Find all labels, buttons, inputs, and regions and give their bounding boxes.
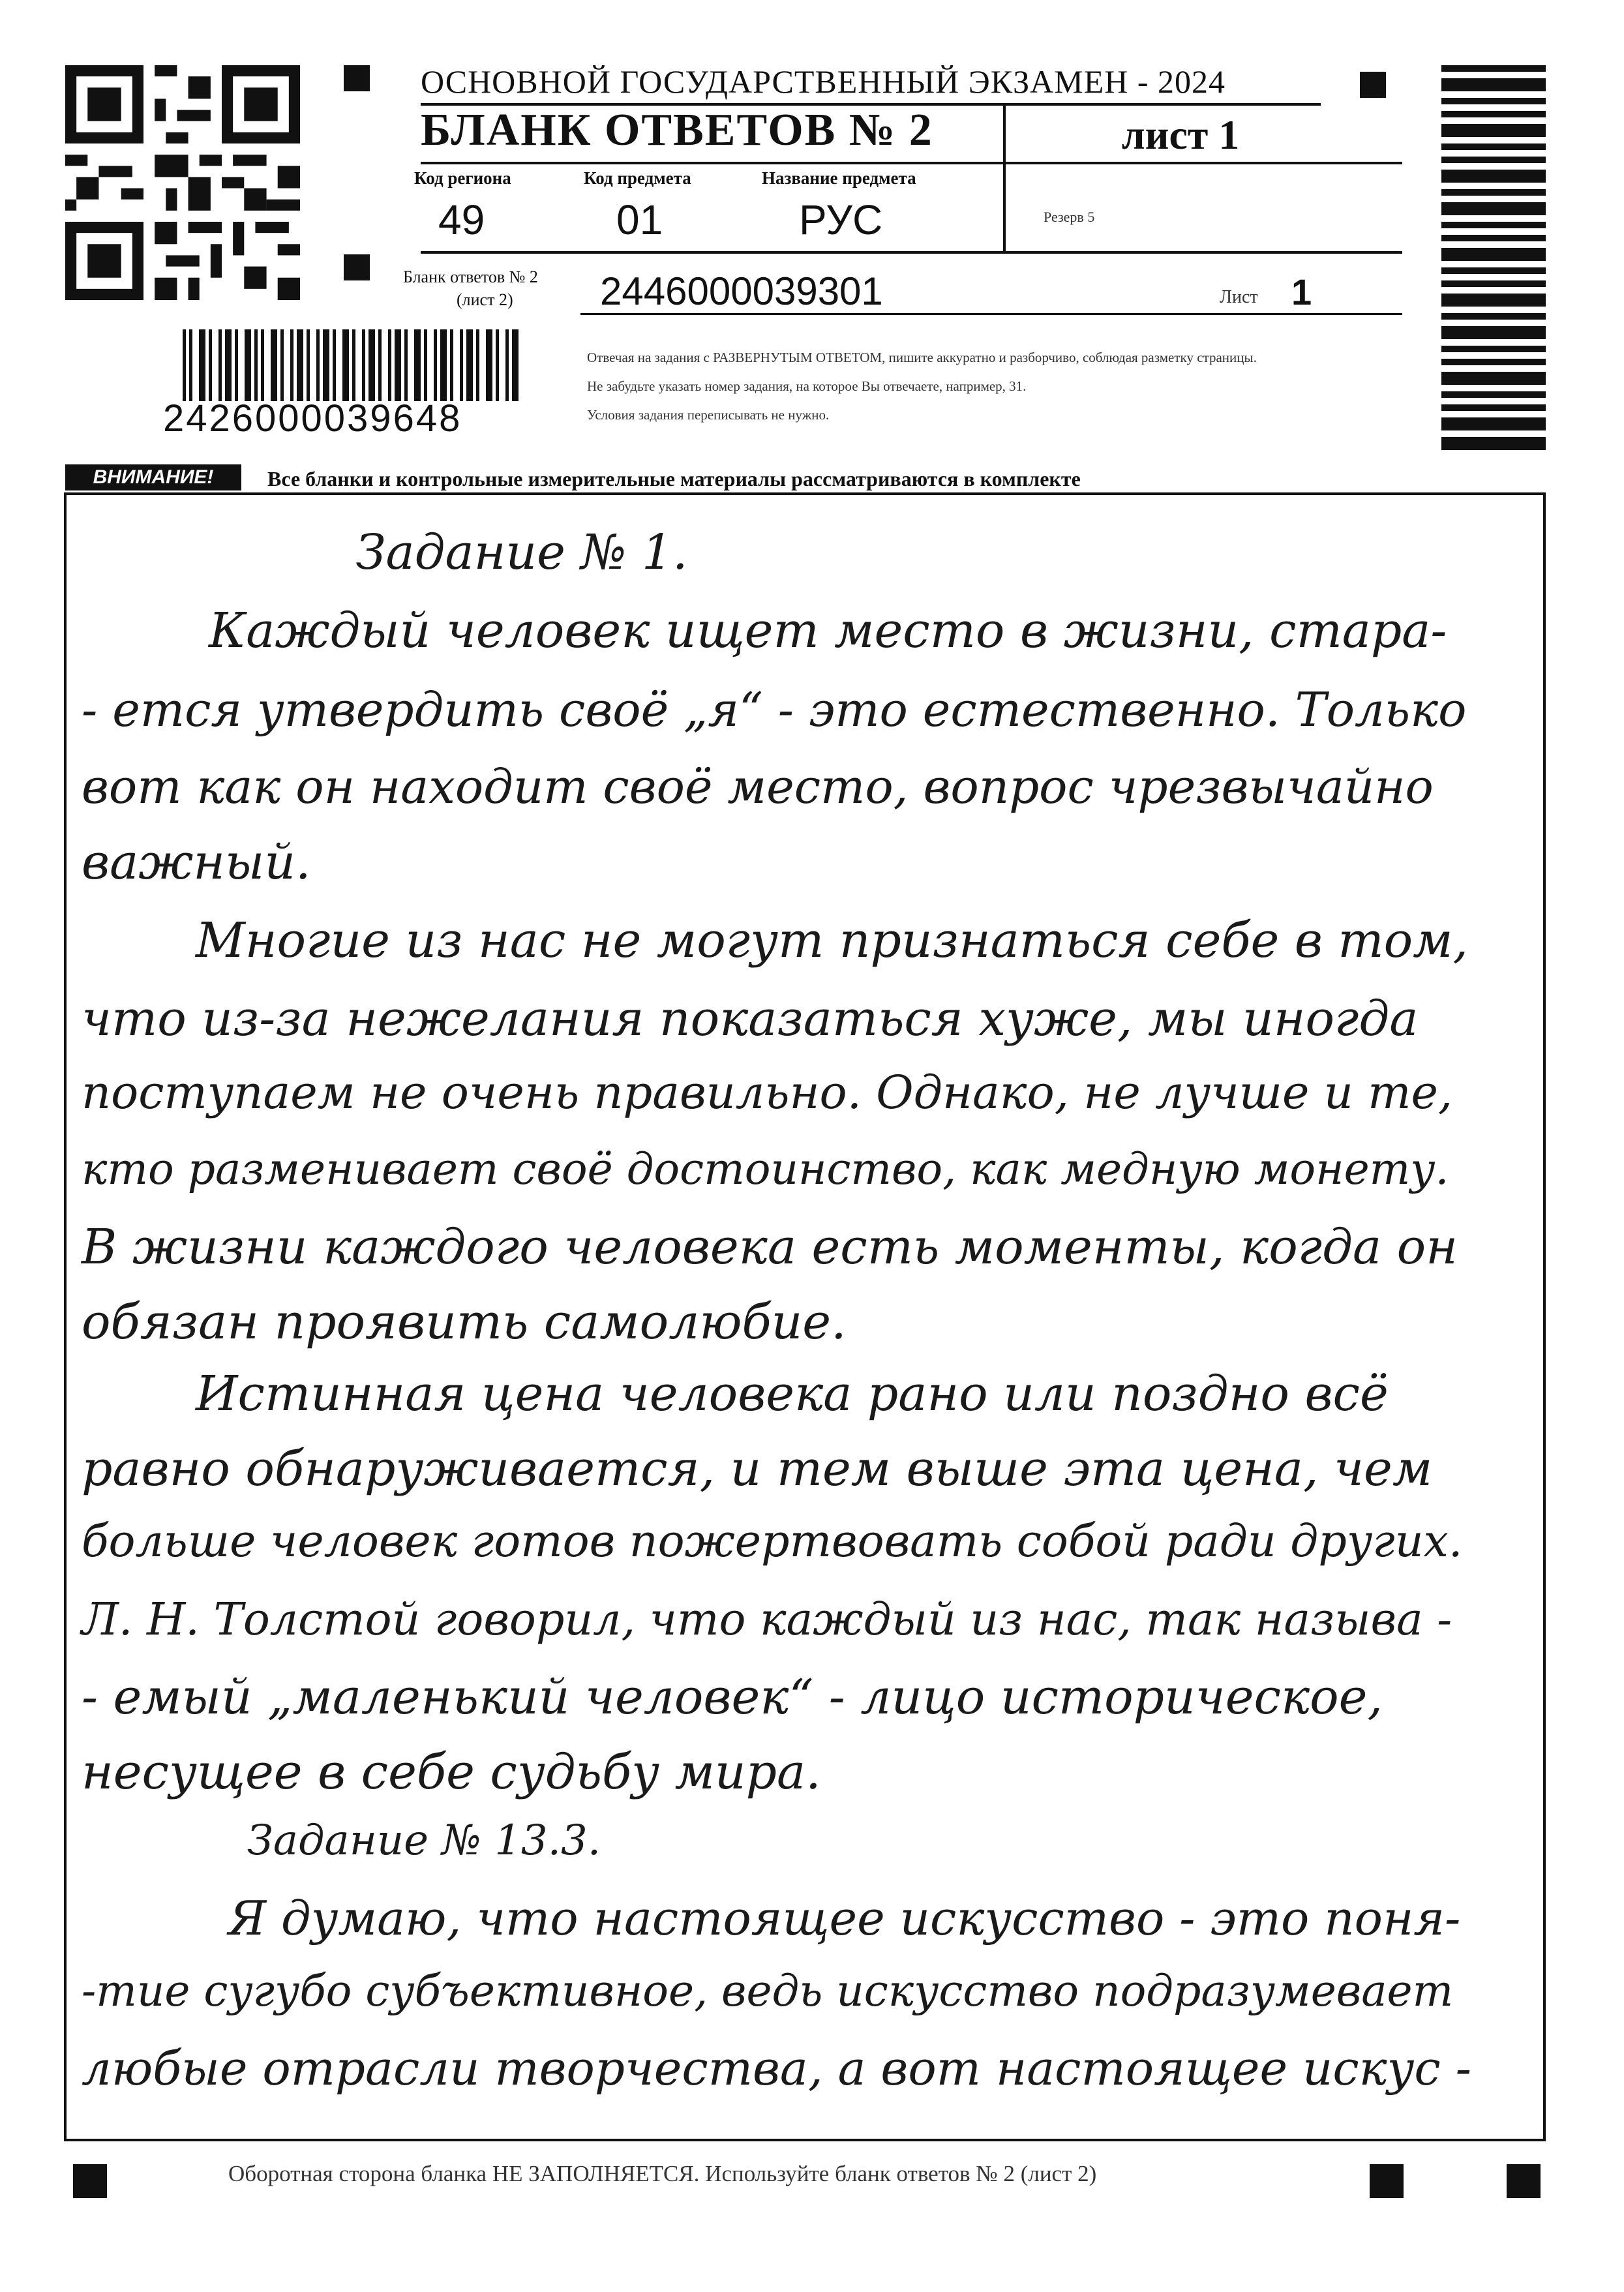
registration-mark [1507,2164,1541,2198]
task-heading: Задание № 1. [355,524,688,581]
answer-line: - емый „маленький человек“ - лицо историческое, [82,1669,1383,1725]
reserve-label: Резерв 5 [1044,209,1095,225]
side-barcode [1441,65,1546,450]
registration-mark [1370,2164,1404,2198]
instruction-line: Отвечая на задания с РАЗВЕРНУТЫМ ОТВЕТОМ, пишите аккуратно и разборчиво, соблюдая разметку страницы. [587,350,1257,365]
answer-line: Я думаю, что настоящее искусство - это поня- [228,1891,1461,1946]
divider [1003,104,1006,251]
footer-note: Оборотная сторона бланка НЕ ЗАПОЛНЯЕТСЯ. Используйте бланк ответов № 2 (лист 2) [228,2161,1097,2186]
answer-line: несущее в себе судьбу мира. [82,1744,821,1800]
subject-code-label: Код предмета [584,168,691,188]
answer-line: важный. [82,834,311,890]
exam-title: ОСНОВНОЙ ГОСУДАРСТВЕННЫЙ ЭКЗАМЕН - 2024 [421,63,1226,100]
answer-line: Истинная цена человека рано или поздно всё [196,1366,1389,1422]
sheet-value: 1 [1291,271,1312,312]
task-heading: Задание № 13.3. [247,1817,601,1865]
divider [580,313,1402,315]
answer-line: обязан проявить самолюбие. [82,1294,847,1350]
registration-mark [73,2164,107,2198]
form-title: БЛАНК ОТВЕТОВ № 2 [421,105,933,155]
answer-line: Многие из нас не могут признаться себе в том, [196,912,1469,969]
answer-line: больше человек готов пожертвовать собой ради других. [82,1516,1463,1567]
answer-line: поступаем не очень правильно. Однако, не лучше и те, [82,1066,1453,1119]
barcode [183,329,522,401]
subject-name-label: Название предмета [762,168,916,188]
subject-code-value: 01 [616,196,663,243]
region-label: Код региона [414,168,511,188]
divider [421,162,1402,164]
answer-line: Л. Н. Толстой говорил, что каждый из нас, так называ - [82,1594,1452,1646]
answer-line: любые отрасли творчества, а вот настоящее искус - [82,2041,1471,2096]
barcode-number: 2426000039648 [163,397,462,440]
subject-name-value: РУС [799,196,883,243]
answer-line: Каждый человек ищет место в жизни, стара- [209,603,1447,659]
answer-line: вот как он находит своё место, вопрос чрезвычайно [82,759,1434,814]
attention-badge: ВНИМАНИЕ! [65,464,241,490]
region-value: 49 [438,196,485,243]
attention-text: Все бланки и контрольные измерительные материалы рассматриваются в комплекте [267,467,1081,490]
instruction-line: Условия задания переписывать не нужно. [587,407,830,423]
answer-line: кто разменивает своё достоинство, как медную монету. [82,1144,1449,1194]
sheet-title: лист 1 [1121,112,1240,158]
qr-code [65,65,300,300]
answer-line: В жизни каждого человека есть моменты, когда он [82,1219,1458,1275]
registration-mark [1360,72,1386,98]
registration-mark [344,65,370,91]
sheet-label: Лист [1220,287,1258,307]
answer-line: - ется утвердить своё „я“ - это естественно. Только [82,682,1467,737]
answer-form-sublabel: (лист 2) [457,290,513,309]
instruction-line: Не забудьте указать номер задания, на которое Вы отвечаете, например, 31. [587,378,1027,394]
answer-form-label: Бланк ответов № 2 [403,267,538,286]
divider [421,251,1402,254]
answer-line: -тие сугубо субъективное, ведь искусство подразумевает [82,1966,1454,2016]
registration-mark [344,254,370,280]
answer-line: равно обнаруживается, и тем выше эта цена, чем [82,1441,1433,1497]
answer-line: что из-за нежелания показаться хуже, мы иногда [82,991,1419,1047]
answer-form-number: 2446000039301 [600,269,883,313]
